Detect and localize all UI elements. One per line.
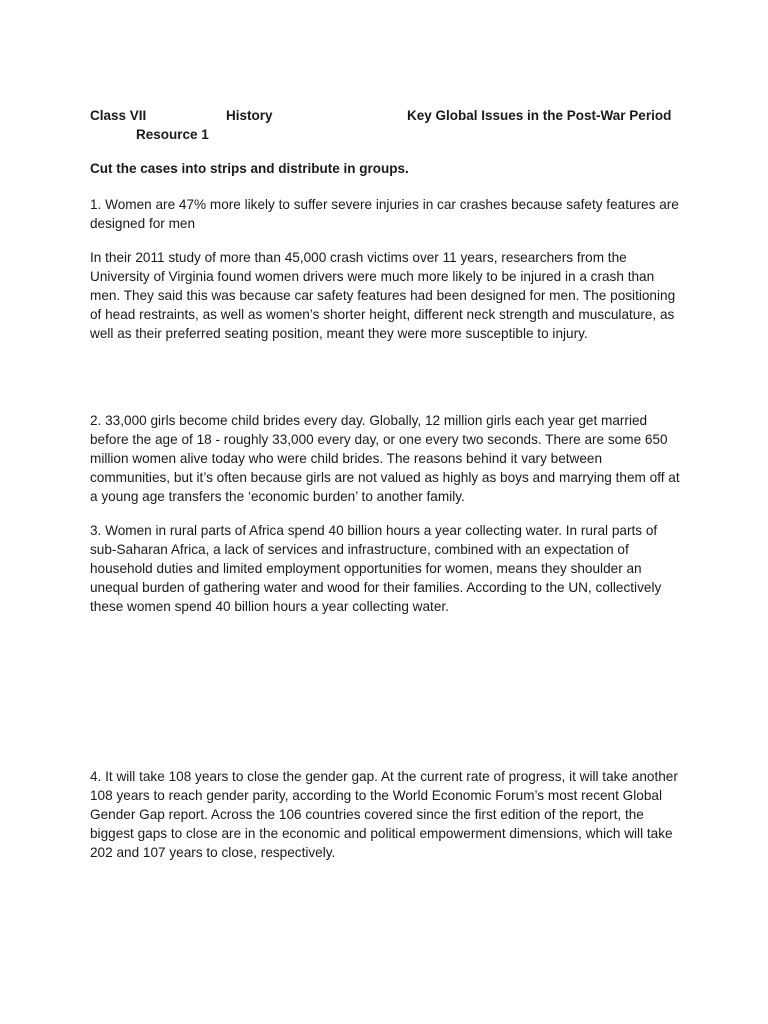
resource-label: Resource 1: [136, 127, 209, 142]
case-1-title: 1. Women are 47% more likely to suffer severe injuries in car crashes because safety features are designed for men: [90, 197, 679, 231]
subject-label: History: [226, 108, 273, 123]
case-2: 2. 33,000 girls become child brides every day. Globally, 12 million girls each year get married before the age of 18 - roughly 33,000 every day, or one every two seconds. There are some 650 million women alive today who were child brides. The reasons behind it vary between communities, but it’s often because girls are not valued as highly as boys and marrying them off at a young age transfers the ‘economic burden’ to another family.: [90, 413, 680, 504]
topic-title: Key Global Issues in the Post-War Period: [407, 108, 672, 123]
class-label: Class VII: [90, 108, 147, 123]
instruction-text: Cut the cases into strips and distribute in groups.: [90, 161, 409, 176]
case-1-body: In their 2011 study of more than 45,000 crash victims over 11 years, researchers from the University of Virginia found women drivers were much more likely to be injured in a crash than men. They said this was because car safety features had been designed for men. The positioning of head restraints, as well as women’s shorter height, different neck strength and musculature, as well as their preferred seating position, meant they were more susceptible to injury.: [90, 250, 676, 341]
case-3: 3. Women in rural parts of Africa spend 40 billion hours a year collecting water. In rural parts of sub-Saharan Africa, a lack of services and infrastructure, combined with an expectation of household duties and limited employment opportunities for women, means they shoulder an unequal burden of gathering water and wood for their families. According to the UN, collectively these women spend 40 billion hours a year collecting water.: [90, 523, 662, 614]
case-4: 4. It will take 108 years to close the gender gap. At the current rate of progress, it will take another 108 years to reach gender parity, according to the World Economic Forum’s most recent Global Gender Gap report. Across the 106 countries covered since the first edition of the report, the biggest gaps to close are in the economic and political empowerment dimensions, which will take 202 and 107 years to close, respectively.: [90, 769, 678, 860]
document-header: [90, 108, 690, 128]
